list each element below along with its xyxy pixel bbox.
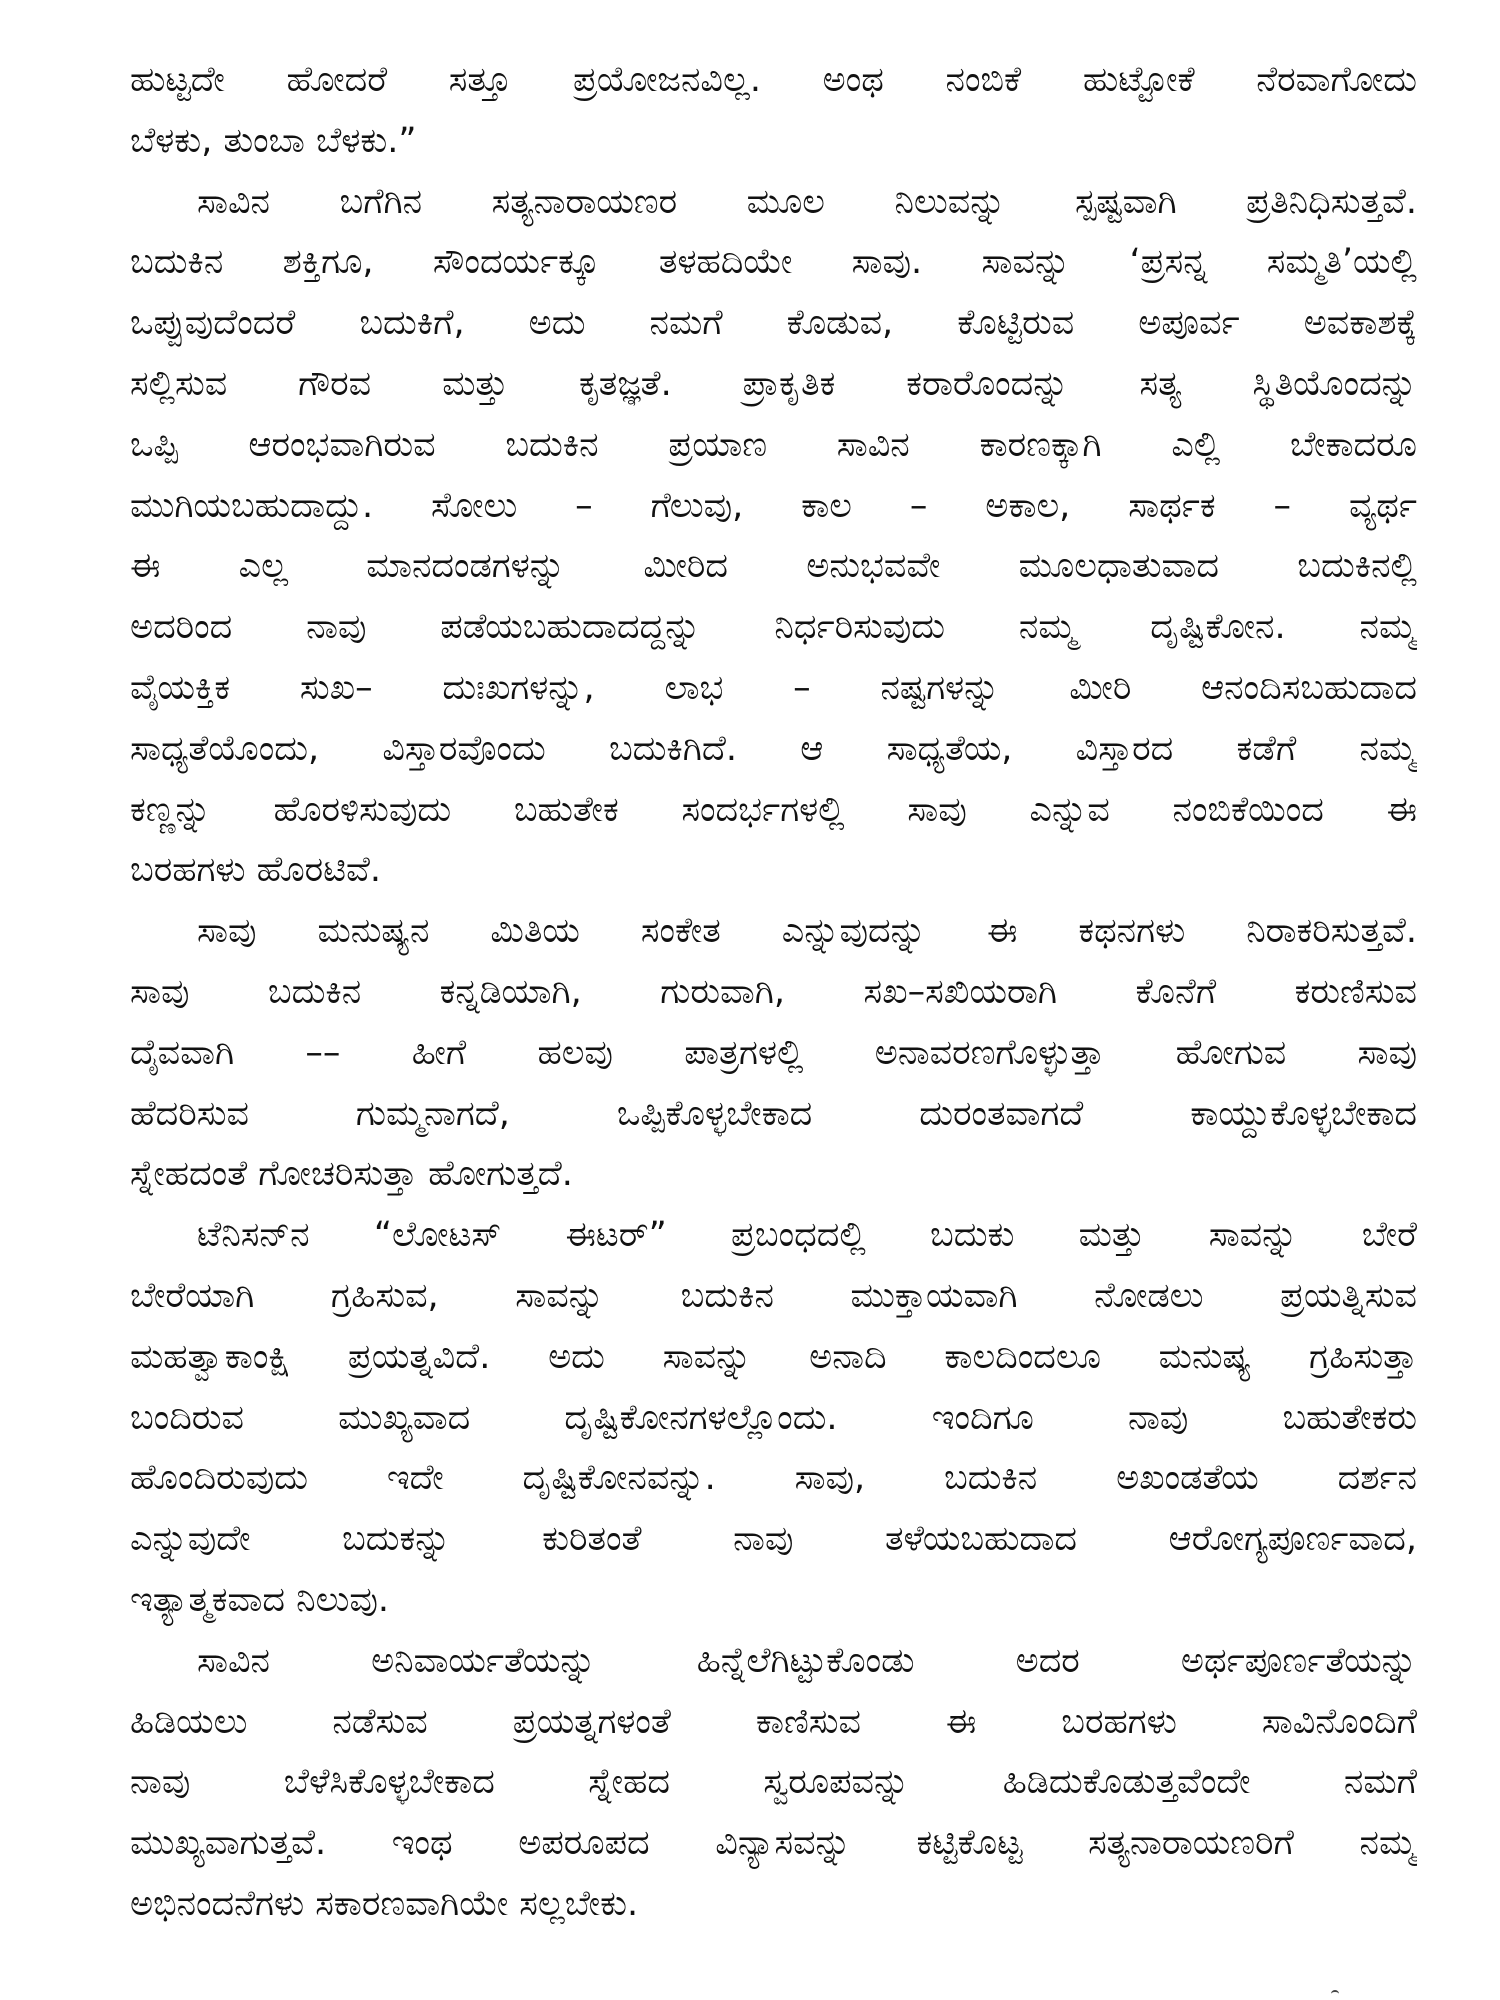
text-line: ಇತ್ಯಾತ್ಮಕವಾದ ನಿಲುವು. bbox=[130, 1579, 390, 1620]
text-line: ಈ ಎಲ್ಲ ಮಾನದಂಡಗಳನ್ನು ಮೀರಿದ ಅನುಭವವೇ ಮೂಲಧಾತುವಾದ ಬದುಕಿನಲ್ಲಿ bbox=[130, 546, 1417, 587]
paragraph-start-line: ಟೆನಿಸನ್‌ನ “ಲೋಟಸ್ ಈಟರ್” ಪ್ರಬಂಧದಲ್ಲಿ ಬದುಕು ಮತ್ತು ಸಾವನ್ನು ಬೇರೆ bbox=[197, 1215, 1417, 1256]
paragraph-start-line: ಸಾವು ಮನುಷ್ಯನ ಮಿತಿಯ ಸಂಕೇತ ಎನ್ನುವುದನ್ನು ಈ ಕಥನಗಳು ನಿರಾಕರಿಸುತ್ತವೆ. bbox=[197, 911, 1417, 952]
text-line: ಸಲ್ಲಿಸುವ ಗೌರವ ಮತ್ತು ಕೃತಜ್ಞತೆ. ಪ್ರಾಕೃತಿಕ ಕರಾರೊಂದನ್ನು ಸತ್ಯ ಸ್ಥಿತಿಯೊಂದನ್ನು bbox=[130, 363, 1417, 404]
text-line: ಸಾಧ್ಯತೆಯೊಂದು, ವಿಸ್ತಾರವೊಂದು ಬದುಕಿಗಿದೆ. ಆ ಸಾಧ್ಯತೆಯ, ವಿಸ್ತಾರದ ಕಡೆಗೆ ನಮ್ಮ bbox=[130, 728, 1417, 769]
text-line: ಕಣ್ಣನ್ನು ಹೊರಳಿಸುವುದು ಬಹುತೇಕ ಸಂದರ್ಭಗಳಲ್ಲಿ ಸಾವು ಎನ್ನುವ ನಂಬಿಕೆಯಿಂದ ಈ bbox=[130, 789, 1417, 830]
text-line: ವೈಯಕ್ತಿಕ ಸುಖ– ದುಃಖಗಳನ್ನು, ಲಾಭ – ನಷ್ಟಗಳನ್ನು ಮೀರಿ ಆನಂದಿಸಬಹುದಾದ bbox=[130, 667, 1417, 708]
paragraph-start-line: ಸಾವಿನ ಅನಿವಾರ್ಯತೆಯನ್ನು ಹಿನ್ನೆಲೆಗಿಟ್ಟುಕೊಂಡು ಅದರ ಅರ್ಥಪೂರ್ಣತೆಯನ್ನು bbox=[197, 1640, 1417, 1681]
text-line: ಬರಹಗಳು ಹೊರಟಿವೆ. bbox=[130, 850, 382, 891]
text-line: ಬೆಳಕು, ತುಂಬಾ ಬೆಳಕು.” bbox=[130, 120, 417, 161]
text-line: ಸಾವು ಬದುಕಿನ ಕನ್ನಡಿಯಾಗಿ, ಗುರುವಾಗಿ, ಸಖ–ಸಖಿಯರಾಗಿ ಕೊನೆಗೆ ಕರುಣಿಸುವ bbox=[130, 971, 1417, 1012]
paragraph-start-line: ಸಾವಿನ ಬಗೆಗಿನ ಸತ್ಯನಾರಾಯಣರ ಮೂಲ ನಿಲುವನ್ನು ಸ್ಪಷ್ಟವಾಗಿ ಪ್ರತಿನಿಧಿಸುತ್ತವೆ. bbox=[197, 181, 1417, 222]
text-line: ಹುಟ್ಟದೇ ಹೋದರೆ ಸತ್ತೂ ಪ್ರಯೋಜನವಿಲ್ಲ. ಅಂಥ ನಂಬಿಕೆ ಹುಟ್ಟೋಕೆ ನೆರವಾಗೋದು bbox=[130, 60, 1417, 100]
page-edge-mark bbox=[1331, 1990, 1339, 1998]
text-line: ಹಿಡಿಯಲು ನಡೆಸುವ ಪ್ರಯತ್ನಗಳಂತೆ ಕಾಣಿಸುವ ಈ ಬರಹಗಳು ಸಾವಿನೊಂದಿಗೆ bbox=[130, 1701, 1417, 1742]
text-line: ಒಪ್ಪುವುದೆಂದರೆ ಬದುಕಿಗೆ, ಅದು ನಮಗೆ ಕೊಡುವ, ಕೊಟ್ಟಿರುವ ಅಪೂರ್ವ ಅವಕಾಶಕ್ಕೆ bbox=[130, 303, 1417, 344]
text-line: ಎನ್ನುವುದೇ ಬದುಕನ್ನು ಕುರಿತಂತೆ ನಾವು ತಳೆಯಬಹುದಾದ ಆರೋಗ್ಯಪೂರ್ಣವಾದ, bbox=[130, 1519, 1417, 1560]
text-line: ಬಂದಿರುವ ಮುಖ್ಯವಾದ ದೃಷ್ಟಿಕೋನಗಳಲ್ಲೊಂದು. ಇಂದಿಗೂ ನಾವು ಬಹುತೇಕರು bbox=[130, 1397, 1417, 1438]
text-line: ಮಹತ್ವಾಕಾಂಕ್ಷಿ ಪ್ರಯತ್ನವಿದೆ. ಅದು ಸಾವನ್ನು ಅನಾದಿ ಕಾಲದಿಂದಲೂ ಮನುಷ್ಯ ಗ್ರಹಿಸುತ್ತಾ bbox=[130, 1336, 1417, 1377]
text-line: ಹೆದರಿಸುವ ಗುಮ್ಮನಾಗದೆ, ಒಪ್ಪಿಕೊಳ್ಳಬೇಕಾದ ದುರಂತವಾಗದೆ ಕಾಯ್ದುಕೊಳ್ಳಬೇಕಾದ bbox=[130, 1093, 1417, 1134]
text-line: ಬದುಕಿನ ಶಕ್ತಿಗೂ, ಸೌಂದರ್ಯಕ್ಕೂ ತಳಹದಿಯೇ ಸಾವು. ಸಾವನ್ನು ‘ಪ್ರಸನ್ನ ಸಮ್ಮತಿ’ಯಲ್ಲಿ bbox=[130, 242, 1417, 283]
text-line: ಸ್ನೇಹದಂತೆ ಗೋಚರಿಸುತ್ತಾ ಹೋಗುತ್ತದೆ. bbox=[130, 1154, 573, 1195]
text-line: ಒಪ್ಪಿ ಆರಂಭವಾಗಿರುವ ಬದುಕಿನ ಪ್ರಯಾಣ ಸಾವಿನ ಕಾರಣಕ್ಕಾಗಿ ಎಲ್ಲಿ ಬೇಕಾದರೂ bbox=[130, 424, 1417, 465]
text-line: ಅಭಿನಂದನೆಗಳು ಸಕಾರಣವಾಗಿಯೇ ಸಲ್ಲಬೇಕು. bbox=[130, 1883, 639, 1924]
text-line: ಹೊಂದಿರುವುದು ಇದೇ ದೃಷ್ಟಿಕೋನವನ್ನು. ಸಾವು, ಬದುಕಿನ ಅಖಂಡತೆಯ ದರ್ಶನ bbox=[130, 1458, 1417, 1499]
text-line: ಬೇರೆಯಾಗಿ ಗ್ರಹಿಸುವ, ಸಾವನ್ನು ಬದುಕಿನ ಮುಕ್ತಾಯವಾಗಿ ನೋಡಲು ಪ್ರಯತ್ನಿಸುವ bbox=[130, 1275, 1417, 1316]
text-line: ಮುಖ್ಯವಾಗುತ್ತವೆ. ಇಂಥ ಅಪರೂಪದ ವಿನ್ಯಾಸವನ್ನು ಕಟ್ಟಿಕೊಟ್ಟ ಸತ್ಯನಾರಾಯಣರಿಗೆ ನಮ್ಮ bbox=[130, 1823, 1417, 1864]
text-line: ನಾವು ಬೆಳೆಸಿಕೊಳ್ಳಬೇಕಾದ ಸ್ನೇಹದ ಸ್ವರೂಪವನ್ನು ಹಿಡಿದುಕೊಡುತ್ತವೆಂದೇ ನಮಗೆ bbox=[130, 1762, 1417, 1803]
text-line: ಮುಗಿಯಬಹುದಾದ್ದು. ಸೋಲು – ಗೆಲುವು, ಕಾಲ – ಅಕಾಲ, ಸಾರ್ಥಕ – ವ್ಯರ್ಥ bbox=[130, 485, 1417, 526]
text-line: ದೈವವಾಗಿ –– ಹೀಗೆ ಹಲವು ಪಾತ್ರಗಳಲ್ಲಿ ಅನಾವರಣಗೊಳ್ಳುತ್ತಾ ಹೋಗುವ ಸಾವು bbox=[130, 1032, 1417, 1073]
text-line: ಅದರಿಂದ ನಾವು ಪಡೆಯಬಹುದಾದದ್ದನ್ನು ನಿರ್ಧರಿಸುವುದು ನಮ್ಮ ದೃಷ್ಟಿಕೋನ. ನಮ್ಮ bbox=[130, 607, 1417, 648]
